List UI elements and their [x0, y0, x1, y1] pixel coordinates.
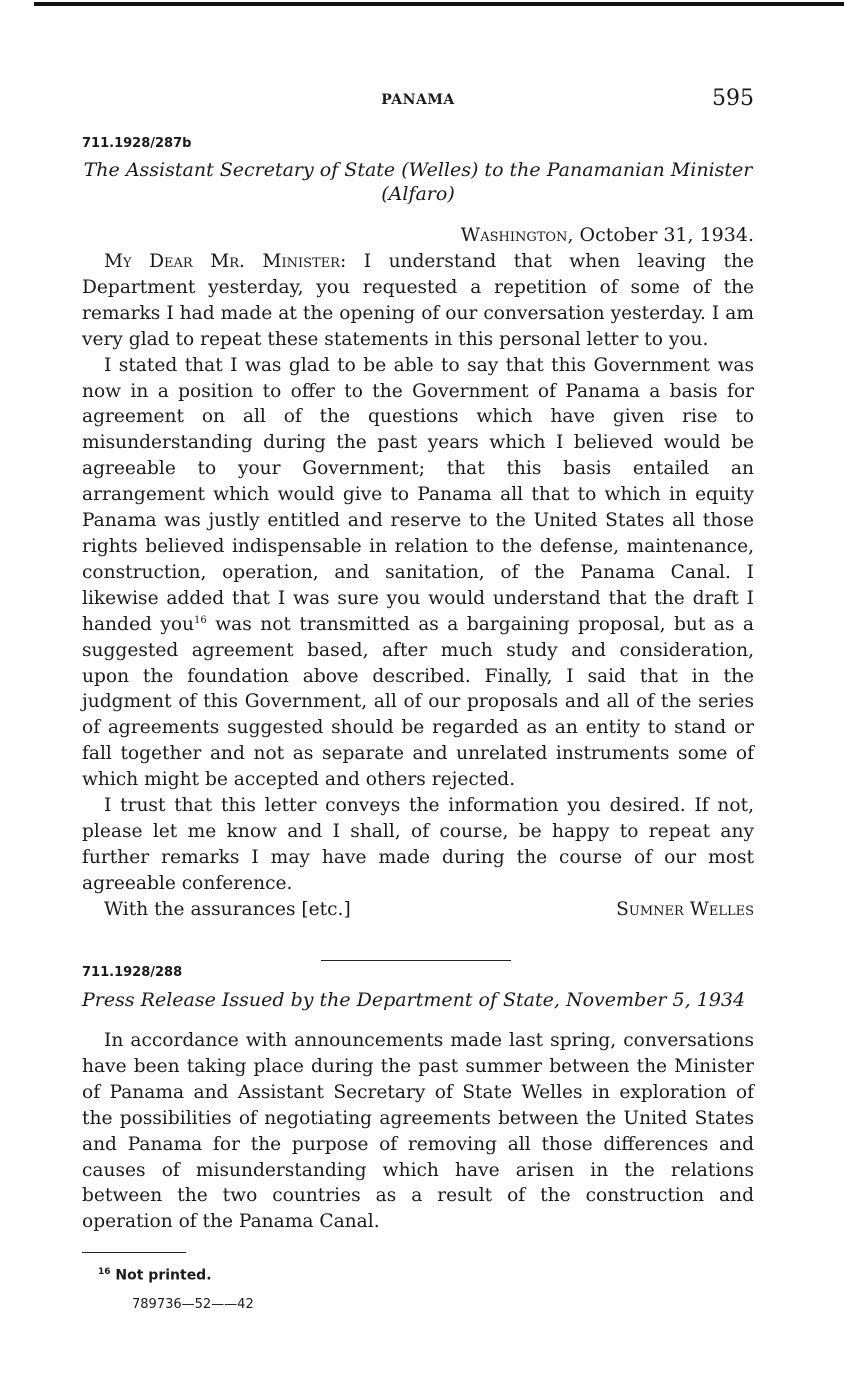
doc1-p2-text-a: I stated that I was glad to be able to say that this Government was now in a position to offer to the Government of Panama a basis for agreement on all of the questions which have given rise to misunderstanding during the past years which I believed would be agreeable to your Government; that this basis entailed an arrangement which would give to Panama all that to which in equity Panama was justly entitled and reserve to the United States all those rights believed indispensable in relation to the defense, maintenance, construction, operation, and sanitation, of the Panama Canal. I likewise added that I was sure you would understand that the draft I handed you [82, 354, 754, 635]
doc2-file-number: 711.1928/288 [82, 965, 183, 980]
section-divider [321, 960, 511, 961]
dateline-date: , October 31, 1934. [567, 224, 754, 246]
doc1-file-number: 711.1928/287b [82, 136, 192, 151]
doc1-section [82, 136, 754, 923]
doc1-paragraph-3: I trust that this letter conveys the information you desired. If not, please let me know and I shall, of course, be happy to repeat any further remarks I may have made during the course of our most agreeable conference. [82, 795, 754, 894]
footnote-rule [82, 1252, 186, 1253]
closing-row [82, 897, 754, 923]
running-title: PANAMA [381, 92, 455, 108]
doc1-dateline [82, 224, 754, 246]
doc1-p2-text-b: was not transmitted as a bargaining proposal, but as a suggested agreement based, after much study and consideration, upon the foundation above described. Finally, I said that in the judgment of this Government, all of our proposals and all of the series of agreements suggested should be regarded as an entity to stand or fall together and not as separate and unrelated instruments some of which might be accepted and others rejected. [82, 613, 754, 791]
footnote-reference: 16 [194, 614, 207, 626]
doc1-paragraph-2 [82, 353, 754, 793]
doc2-paragraph-1: In accordance with announcements made last spring, conversations have been taking place during the past summer between the Minister of Panama and Assistant Secretary of State Welles in exploration of the possibilities of negotiating agreements between the United States and Panama for the purpose of removing all those differences and causes of misunderstanding which have arisen in the relations between the two countries as a result of the construction and operation of the Panama Canal. [82, 1030, 754, 1233]
print-code: 789736—52——42 [132, 1297, 254, 1312]
running-header [82, 88, 754, 112]
dateline-place: Washington [460, 224, 568, 246]
signature: Sumner Welles [616, 898, 754, 920]
doc2-section [82, 965, 754, 1235]
doc1-title: The Assistant Secretary of State (Welles) to the Panamanian Minister (Alfaro) [83, 159, 753, 205]
doc2-title: Press Release Issued by the Department of State, November 5, 1934 [82, 989, 746, 1011]
footnote [98, 1267, 212, 1284]
footnote-marker: 16 [98, 1267, 111, 1277]
closing-text: With the assurances [etc.] [104, 898, 351, 920]
page-number: 595 [712, 86, 754, 111]
salutation: My Dear Mr. Minister: [104, 251, 347, 272]
doc1-paragraph-1 [82, 249, 754, 353]
footnote-text: Not printed. [115, 1267, 212, 1284]
top-border-rule [34, 2, 844, 6]
doc1-p1-text: I understand that when leaving the Department yesterday, you requested a repetition of some of the remarks I had made at the opening of our conversation yesterday. I am very glad to repeat these statements in this personal letter to you. [82, 251, 754, 350]
